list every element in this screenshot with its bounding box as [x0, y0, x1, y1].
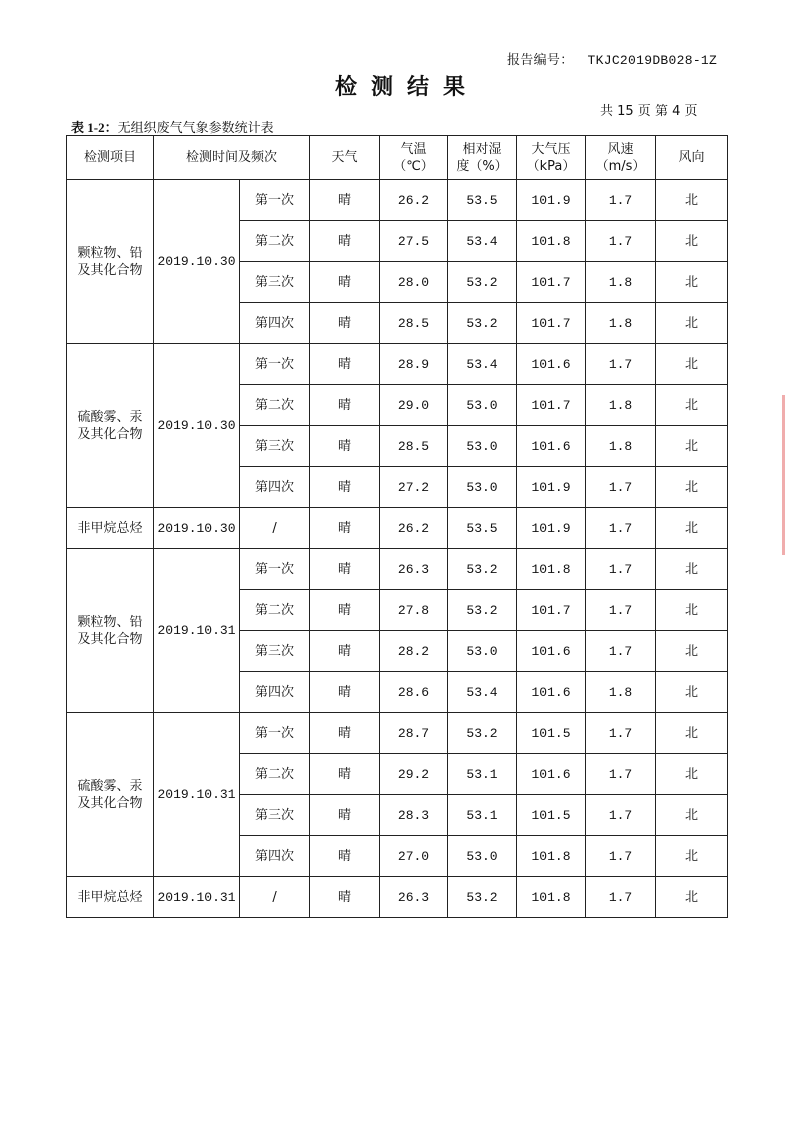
freq-cell: /	[240, 508, 310, 549]
humidity-cell: 53.2	[448, 713, 517, 754]
freq-cell: 第二次	[240, 221, 310, 262]
table-caption-text: 无组织废气气象参数统计表	[117, 121, 274, 136]
table-row	[67, 508, 728, 549]
item-line2: 及其化合物	[77, 795, 143, 811]
table-caption	[71, 117, 274, 136]
table-row	[67, 877, 728, 918]
freq-cell: 第一次	[240, 344, 310, 385]
weather-cell: 晴	[310, 385, 380, 426]
wind-dir-cell: 北	[656, 836, 728, 877]
pressure-cell: 101.9	[517, 180, 586, 221]
header-weather: 天气	[310, 136, 380, 180]
table-caption-number: 表 1-2：	[71, 120, 118, 135]
temp-cell: 28.3	[380, 795, 448, 836]
humidity-cell: 53.5	[448, 508, 517, 549]
pressure-cell: 101.9	[517, 467, 586, 508]
header-temperature	[380, 136, 448, 180]
date-cell: 2019.10.30	[154, 344, 240, 508]
date-cell: 2019.10.31	[154, 549, 240, 713]
humidity-cell: 53.4	[448, 221, 517, 262]
freq-cell: 第二次	[240, 385, 310, 426]
table-row	[67, 713, 728, 754]
wind-speed-cell: 1.7	[586, 180, 656, 221]
weather-cell: 晴	[310, 672, 380, 713]
header-wind-direction: 风向	[656, 136, 728, 180]
wind-dir-cell: 北	[656, 262, 728, 303]
weather-cell: 晴	[310, 467, 380, 508]
humidity-cell: 53.2	[448, 590, 517, 631]
freq-cell: 第三次	[240, 426, 310, 467]
weather-cell: 晴	[310, 426, 380, 467]
wind-speed-cell: 1.8	[586, 303, 656, 344]
report-number-label: 报告编号：	[507, 53, 574, 68]
humidity-cell: 53.4	[448, 344, 517, 385]
temp-cell: 27.5	[380, 221, 448, 262]
humidity-cell: 53.2	[448, 877, 517, 918]
wind-dir-cell: 北	[656, 754, 728, 795]
item-line2: 及其化合物	[77, 262, 143, 278]
freq-cell: 第三次	[240, 262, 310, 303]
item-cell: 非甲烷总烃	[67, 877, 154, 918]
temp-cell: 28.9	[380, 344, 448, 385]
wind-dir-cell: 北	[656, 795, 728, 836]
temp-cell: 29.0	[380, 385, 448, 426]
wind-speed-cell: 1.7	[586, 754, 656, 795]
weather-cell: 晴	[310, 590, 380, 631]
wind-dir-cell: 北	[656, 508, 728, 549]
freq-cell: 第四次	[240, 836, 310, 877]
wind-dir-cell: 北	[656, 303, 728, 344]
report-number	[507, 49, 717, 68]
wind-speed-cell: 1.7	[586, 221, 656, 262]
pressure-cell: 101.8	[517, 221, 586, 262]
weather-cell: 晴	[310, 836, 380, 877]
pressure-cell: 101.5	[517, 713, 586, 754]
wind-dir-cell: 北	[656, 877, 728, 918]
wind-speed-cell: 1.7	[586, 590, 656, 631]
date-cell: 2019.10.31	[154, 713, 240, 877]
wind-speed-cell: 1.7	[586, 467, 656, 508]
header-temperature-line1: 气温	[400, 141, 427, 157]
wind-speed-cell: 1.8	[586, 262, 656, 303]
weather-cell: 晴	[310, 508, 380, 549]
temp-cell: 27.2	[380, 467, 448, 508]
humidity-cell: 53.0	[448, 426, 517, 467]
humidity-cell: 53.2	[448, 303, 517, 344]
item-line1: 颗粒物、铅	[77, 614, 143, 630]
wind-dir-cell: 北	[656, 549, 728, 590]
wind-speed-cell: 1.8	[586, 672, 656, 713]
humidity-cell: 53.0	[448, 467, 517, 508]
pressure-cell: 101.7	[517, 262, 586, 303]
pressure-cell: 101.5	[517, 795, 586, 836]
weather-cell: 晴	[310, 221, 380, 262]
wind-speed-cell: 1.8	[586, 385, 656, 426]
weather-cell: 晴	[310, 180, 380, 221]
weather-cell: 晴	[310, 877, 380, 918]
freq-cell: 第三次	[240, 795, 310, 836]
humidity-cell: 53.5	[448, 180, 517, 221]
pressure-cell: 101.6	[517, 344, 586, 385]
table-row	[67, 180, 728, 221]
temp-cell: 27.0	[380, 836, 448, 877]
date-cell: 2019.10.31	[154, 877, 240, 918]
weather-cell: 晴	[310, 631, 380, 672]
seal-stamp-edge	[782, 395, 795, 555]
item-line1: 硫酸雾、汞	[77, 409, 143, 425]
pressure-cell: 101.8	[517, 549, 586, 590]
page-title: 检测结果	[334, 75, 479, 100]
header-humidity	[448, 136, 517, 180]
humidity-cell: 53.0	[448, 836, 517, 877]
freq-cell: /	[240, 877, 310, 918]
wind-speed-cell: 1.7	[586, 508, 656, 549]
freq-cell: 第二次	[240, 754, 310, 795]
humidity-cell: 53.0	[448, 631, 517, 672]
freq-cell: 第二次	[240, 590, 310, 631]
temp-cell: 29.2	[380, 754, 448, 795]
wind-speed-cell: 1.7	[586, 877, 656, 918]
header-wind-speed	[586, 136, 656, 180]
humidity-cell: 53.1	[448, 795, 517, 836]
header-humidity-line2: 度（%）	[456, 158, 508, 174]
item-cell	[67, 549, 154, 713]
wind-speed-cell: 1.7	[586, 549, 656, 590]
weather-cell: 晴	[310, 303, 380, 344]
pressure-cell: 101.7	[517, 385, 586, 426]
pressure-cell: 101.6	[517, 426, 586, 467]
item-line2: 及其化合物	[77, 631, 143, 647]
wind-dir-cell: 北	[656, 631, 728, 672]
wind-dir-cell: 北	[656, 385, 728, 426]
temp-cell: 27.8	[380, 590, 448, 631]
wind-dir-cell: 北	[656, 672, 728, 713]
humidity-cell: 53.0	[448, 385, 517, 426]
humidity-cell: 53.4	[448, 672, 517, 713]
weather-cell: 晴	[310, 344, 380, 385]
temp-cell: 26.3	[380, 877, 448, 918]
item-cell	[67, 713, 154, 877]
temp-cell: 28.5	[380, 303, 448, 344]
freq-cell: 第一次	[240, 713, 310, 754]
pressure-cell: 101.8	[517, 877, 586, 918]
wind-speed-cell: 1.7	[586, 631, 656, 672]
wind-dir-cell: 北	[656, 221, 728, 262]
temp-cell: 28.6	[380, 672, 448, 713]
wind-speed-cell: 1.7	[586, 795, 656, 836]
pressure-cell: 101.6	[517, 631, 586, 672]
header-pressure	[517, 136, 586, 180]
table-header-row	[67, 136, 728, 180]
freq-cell: 第四次	[240, 303, 310, 344]
humidity-cell: 53.2	[448, 262, 517, 303]
temp-cell: 26.3	[380, 549, 448, 590]
weather-cell: 晴	[310, 754, 380, 795]
header-item: 检测项目	[67, 136, 154, 180]
pressure-cell: 101.7	[517, 303, 586, 344]
table-row	[67, 549, 728, 590]
header-wind-speed-line1: 风速	[607, 141, 634, 157]
header-pressure-line1: 大气压	[531, 141, 571, 157]
temp-cell: 26.2	[380, 180, 448, 221]
freq-cell: 第三次	[240, 631, 310, 672]
item-cell: 非甲烷总烃	[67, 508, 154, 549]
weather-cell: 晴	[310, 795, 380, 836]
weather-cell: 晴	[310, 713, 380, 754]
weather-data-table	[66, 135, 728, 918]
temp-cell: 28.0	[380, 262, 448, 303]
weather-cell: 晴	[310, 262, 380, 303]
item-line1: 颗粒物、铅	[77, 245, 143, 261]
freq-cell: 第一次	[240, 180, 310, 221]
pressure-cell: 101.6	[517, 672, 586, 713]
pressure-cell: 101.7	[517, 590, 586, 631]
temp-cell: 28.7	[380, 713, 448, 754]
wind-dir-cell: 北	[656, 426, 728, 467]
wind-dir-cell: 北	[656, 713, 728, 754]
report-number-code: TKJC2019DB028-1Z	[587, 53, 718, 68]
humidity-cell: 53.1	[448, 754, 517, 795]
date-cell: 2019.10.30	[154, 180, 240, 344]
wind-dir-cell: 北	[656, 344, 728, 385]
item-line1: 硫酸雾、汞	[77, 778, 143, 794]
humidity-cell: 53.2	[448, 549, 517, 590]
wind-speed-cell: 1.7	[586, 713, 656, 754]
wind-speed-cell: 1.7	[586, 344, 656, 385]
header-pressure-line2: （kPa）	[526, 158, 576, 174]
temp-cell: 26.2	[380, 508, 448, 549]
wind-dir-cell: 北	[656, 467, 728, 508]
freq-cell: 第四次	[240, 672, 310, 713]
wind-dir-cell: 北	[656, 180, 728, 221]
freq-cell: 第四次	[240, 467, 310, 508]
wind-speed-cell: 1.7	[586, 836, 656, 877]
wind-speed-cell: 1.8	[586, 426, 656, 467]
header-temperature-line2: （℃）	[393, 158, 434, 174]
page-count: 共 15 页 第 4 页	[600, 104, 698, 119]
date-cell: 2019.10.30	[154, 508, 240, 549]
table-row	[67, 344, 728, 385]
header-time: 检测时间及频次	[154, 136, 310, 180]
header-humidity-line1: 相对湿	[462, 141, 502, 157]
weather-cell: 晴	[310, 549, 380, 590]
pressure-cell: 101.8	[517, 836, 586, 877]
wind-dir-cell: 北	[656, 590, 728, 631]
temp-cell: 28.2	[380, 631, 448, 672]
item-cell	[67, 180, 154, 344]
freq-cell: 第一次	[240, 549, 310, 590]
header-wind-speed-line2: （m/s）	[595, 158, 646, 174]
temp-cell: 28.5	[380, 426, 448, 467]
item-cell	[67, 344, 154, 508]
pressure-cell: 101.9	[517, 508, 586, 549]
item-line2: 及其化合物	[77, 426, 143, 442]
pressure-cell: 101.6	[517, 754, 586, 795]
